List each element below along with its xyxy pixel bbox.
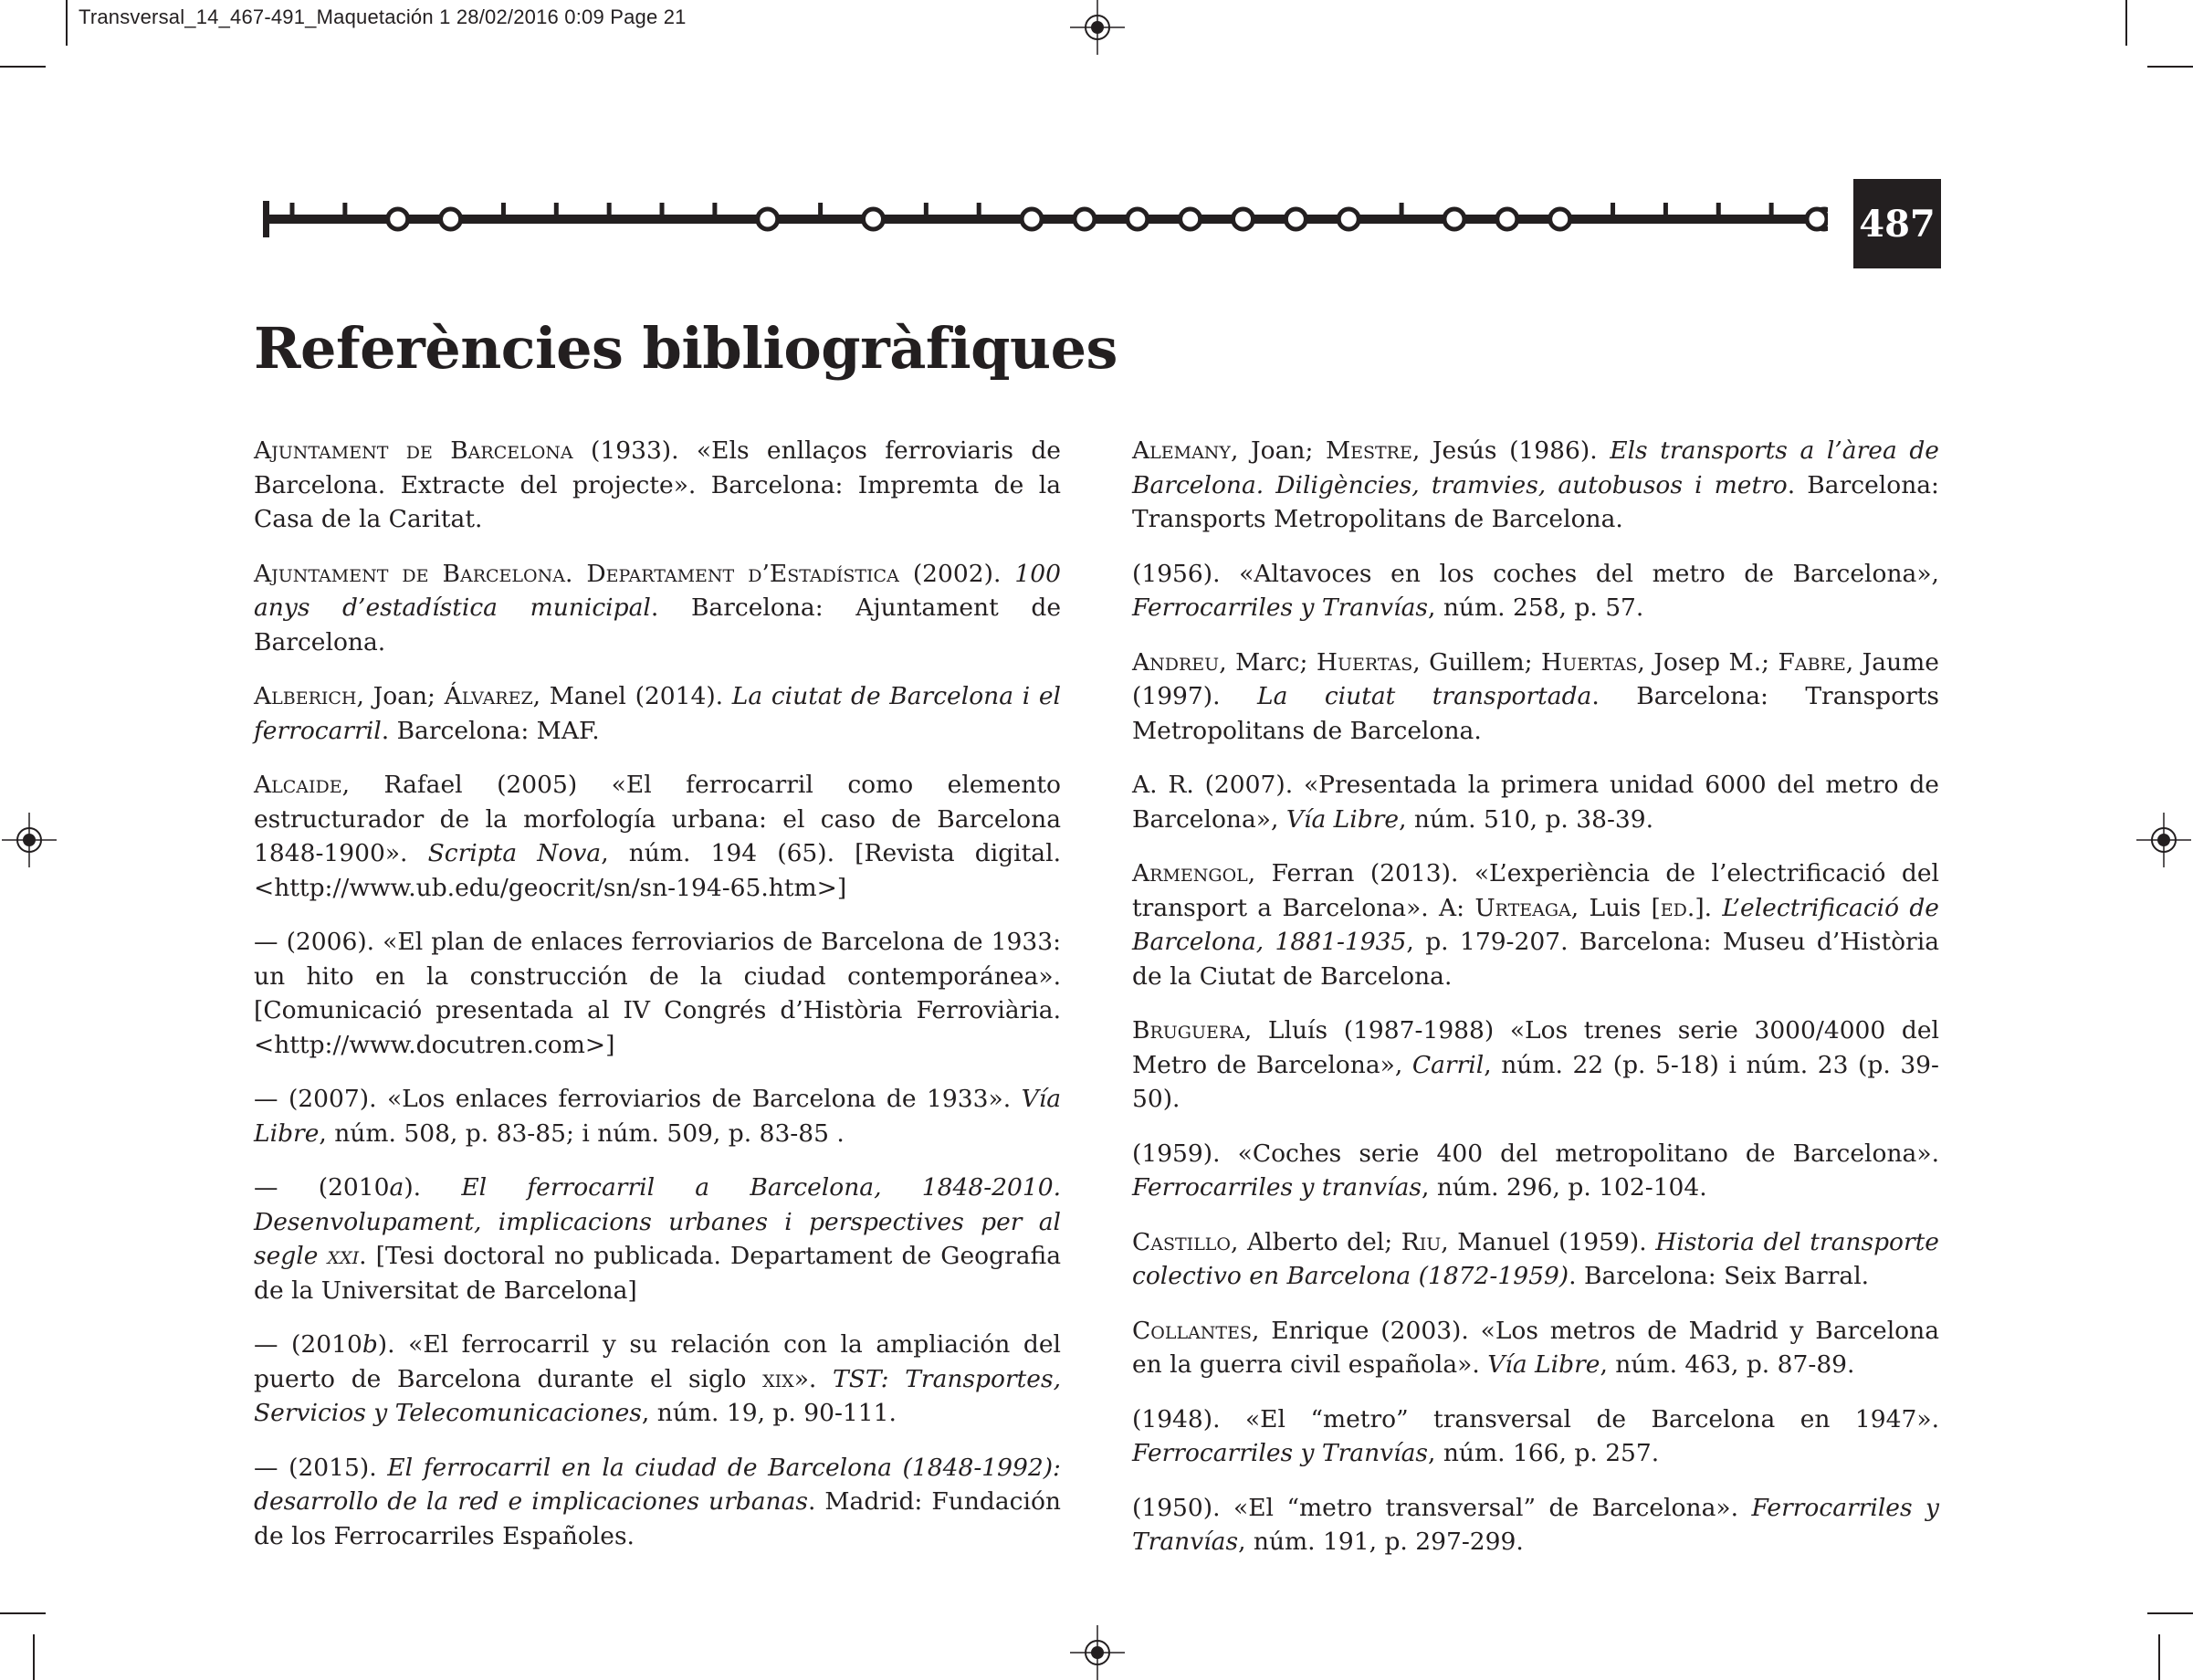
reference-entry [254, 1171, 1061, 1307]
metro-station-icon [1128, 209, 1148, 229]
reference-title: b [362, 1330, 378, 1359]
reference-text: (1950). «El “metro transversal” de Barcelona». [1132, 1493, 1752, 1522]
registration-mark-right-icon [2136, 813, 2191, 867]
reference-title: La ciutat transportada [1257, 682, 1592, 710]
metro-tick [607, 203, 612, 219]
reference-text: , Manel (2014). [532, 682, 732, 710]
metro-tick [712, 203, 717, 219]
page-title: Referències bibliogràfiques [254, 315, 1117, 382]
crop-mark-top-right-v [2125, 0, 2127, 46]
reference-author: Alemany [1132, 436, 1231, 465]
registration-mark-top-icon [1070, 0, 1125, 55]
reference-author: Huertas [1541, 647, 1638, 677]
crop-mark-top-right-h [2147, 66, 2193, 68]
reference-text: , Manuel (1959). [1441, 1227, 1656, 1256]
crop-mark-bottom-left-v [33, 1634, 35, 1680]
reference-title: Vía Libre [254, 1085, 1061, 1148]
reference-text: , Rafael (2005) «El ferrocarril como elemento estructurador de la morfología urbana: el caso de Barcelona 1848-1900». [254, 771, 1061, 867]
registration-mark-bottom-icon [1070, 1625, 1125, 1680]
registration-mark-left-icon [2, 813, 57, 867]
metro-tick [501, 203, 506, 219]
reference-author: Ajuntament de Barcelona [254, 436, 573, 465]
reference-text: , núm. 296, p. 102-104. [1421, 1173, 1707, 1202]
reference-text: , Joan; [356, 682, 445, 710]
page-number: 487 [1853, 179, 1941, 268]
reference-text: (1948). «El “metro” transversal de Barcelona en 1947». [1132, 1404, 1939, 1433]
reference-entry [254, 768, 1061, 905]
reference-author: Ajuntament de Barcelona. Departament d’Estadística [254, 559, 899, 588]
reference-text: — (2010 [254, 1330, 362, 1359]
reference-text: — (2015). [254, 1453, 388, 1482]
reference-text: (1933). «Els enllaços ferroviaris de Barcelona. Extracte del projecte». Barcelona: Impremta de la Casa de la Caritat. [254, 436, 1061, 533]
metro-tick [290, 203, 295, 219]
reference-entry [1132, 434, 1939, 537]
metro-terminal-station-icon [1807, 209, 1827, 229]
reference-text: — (2007). «Los enlaces ferroviarios de Barcelona de 1933». [254, 1085, 1022, 1113]
crop-mark-bottom-left-h [0, 1612, 46, 1614]
reference-text: , Jesús (1986). [1411, 436, 1611, 465]
reference-text: . Barcelona: MAF. [381, 716, 600, 745]
metro-station-icon [441, 209, 461, 229]
metro-tick [1400, 203, 1404, 219]
reference-text: . [Tesi doctoral no publicada. Departament de Geografia de la Universitat de Barcelona] [254, 1242, 1061, 1305]
reference-author: xix [762, 1364, 794, 1393]
reference-text: , núm. 508, p. 83-85; i núm. 509, p. 83-85 . [319, 1118, 845, 1148]
metro-tick [1611, 203, 1615, 219]
reference-text: , núm. 22 (p. 5-18) i núm. 23 (p. 39-50). [1132, 1050, 1939, 1113]
reference-text: — (2010 [254, 1173, 390, 1202]
metro-station-icon [1180, 209, 1201, 229]
reference-entry [1132, 646, 1939, 749]
reference-text: ]. [1695, 893, 1723, 922]
reference-entry [254, 434, 1061, 537]
reference-author: Riu [1401, 1227, 1442, 1256]
metro-tick [1663, 203, 1668, 219]
reference-text: (2002). [898, 559, 1015, 588]
reference-text: , núm. 258, p. 57. [1428, 593, 1644, 622]
metro-line-decoration [256, 188, 1828, 250]
crop-mark-top-left-h [0, 66, 46, 68]
reference-title: Scripta Nova [427, 839, 602, 867]
reference-text: — (2006). «El plan de enlaces ferroviarios de Barcelona de 1933: un hito en la construcción de la ciudad contemporánea». [Comunicació presentada al IV Congrés d’Història Ferroviària. <http://www.docutren.com>] [254, 928, 1061, 1059]
reference-title: El ferrocarril en la ciudad de Barcelona (1848-1992): desarrollo de la red e implicaciones urbanas [254, 1453, 1061, 1516]
reference-entry [254, 679, 1061, 748]
reference-text: , núm. 463, p. 87-89. [1600, 1350, 1855, 1379]
crop-mark-bottom-right-v [2158, 1634, 2160, 1680]
reference-title: Historia del transporte colectivo en Barcelona (1872-1959) [1132, 1227, 1939, 1290]
metro-station-icon [1233, 209, 1254, 229]
reference-text: , Luis [ [1570, 893, 1661, 922]
metro-tick [1769, 203, 1774, 219]
reference-text: . Barcelona: Transports Metropolitans de Barcelona. [1132, 470, 1939, 533]
reference-entry [254, 1451, 1061, 1554]
print-slug: Transversal_14_467-491_Maquetación 1 28/02/2016 0:09 Page 21 [79, 5, 687, 28]
metro-tick [1716, 203, 1721, 219]
metro-station-icon [1550, 209, 1570, 229]
reference-entry [254, 925, 1061, 1062]
metro-station-icon [388, 209, 408, 229]
reference-text: , núm. 166, p. 257. [1428, 1439, 1660, 1467]
metro-station-icon [1022, 209, 1042, 229]
reference-author: Bruguera [1132, 1016, 1244, 1045]
reference-text: , Alberto del; [1231, 1227, 1401, 1256]
reference-title: Vía Libre [1285, 804, 1400, 834]
metro-tick [818, 203, 823, 219]
reference-entry [1132, 1225, 1939, 1294]
reference-entry [254, 1082, 1061, 1150]
reference-text: , Enrique (2003). «Los metros de Madrid y Barcelona en la guerra civil española». [1132, 1316, 1939, 1379]
reference-text: , Lluís (1987-1988) «Los trenes serie 3000/4000 del Metro de Barcelona», [1132, 1016, 1939, 1079]
metro-station-icon [758, 209, 778, 229]
reference-text: ). «El ferrocarril y su relación con la ampliación del puerto de Barcelona durante el siglo [254, 1330, 1062, 1393]
reference-text: (1959). «Coches serie 400 del metropolitano de Barcelona». [1132, 1139, 1939, 1168]
reference-text: . Madrid: Fundación de los Ferrocarriles Españoles. [254, 1487, 1061, 1550]
reference-text: , Joan; [1230, 436, 1326, 465]
metro-tick [977, 203, 981, 219]
reference-title: L’electrificació de Barcelona, 1881-1935 [1132, 893, 1939, 956]
reference-text: ). [404, 1173, 462, 1202]
reference-title: Ferrocarriles y Tranvías [1132, 593, 1428, 622]
reference-text: . Barcelona: Seix Barral. [1569, 1262, 1870, 1290]
reference-text: , Josep M.; [1637, 647, 1779, 677]
reference-title: Ferrocarriles y tranvías [1132, 1173, 1422, 1202]
reference-text: , núm. 19, p. 90-111. [641, 1399, 897, 1427]
reference-entry [1132, 1402, 1939, 1471]
reference-author: xxi [327, 1242, 360, 1270]
reference-text: ». [793, 1364, 834, 1393]
crop-mark-bottom-right-h [2147, 1612, 2193, 1614]
reference-title: Vía Libre [1487, 1350, 1600, 1379]
reference-entry [1132, 856, 1939, 993]
reference-entry [1132, 1013, 1939, 1117]
reference-entry [1132, 1491, 1939, 1559]
metro-station-icon [1338, 209, 1359, 229]
metro-station-icon [1497, 209, 1517, 229]
reference-author: Fabre [1778, 647, 1846, 677]
reference-author: Mestre [1325, 436, 1412, 465]
metro-tick [554, 203, 559, 219]
reference-title: El ferrocarril a Barcelona, 1848-2010. Desenvolupament, implicacions urbanes i perspectives per al segle [254, 1173, 1062, 1270]
reference-author: Alberich [254, 682, 357, 710]
reference-text: (1956). «Altavoces en los coches del metro de Barcelona», [1132, 559, 1939, 588]
reference-text: , núm. 510, p. 38-39. [1399, 804, 1654, 834]
references-right-column [1132, 434, 1939, 1580]
reference-text: , Ferran (2013). «L’experiència de l’electrificació del transport a Barcelona». A: [1132, 859, 1939, 922]
reference-title: Ferrocarriles y Tranvías [1132, 1493, 1939, 1556]
reference-text: . Barcelona: Ajuntament de Barcelona. [254, 593, 1061, 656]
reference-author: Álvarez [444, 682, 533, 710]
reference-entry [1132, 1137, 1939, 1205]
reference-text: , Guillem; [1412, 647, 1542, 677]
reference-title: Els transports a l’àrea de Barcelona. Diligències, tramvies, autobusos i metro [1132, 436, 1939, 499]
reference-text: , núm. 194 (65). [Revista digital. <http://www.ub.edu/geocrit/sn/sn-194-65.htm>] [254, 839, 1061, 902]
metro-station-icon [1285, 209, 1306, 229]
reference-title: Ferrocarriles y Tranvías [1132, 1439, 1428, 1467]
reference-author: Huertas [1316, 647, 1413, 677]
references-left-column [254, 434, 1061, 1573]
reference-title: 100 anys d’estadística municipal [254, 559, 1062, 622]
reference-author: Armengol [1132, 859, 1248, 887]
metro-tick [924, 203, 929, 219]
metro-station-icon [1075, 209, 1095, 229]
reference-title: a [389, 1173, 404, 1202]
reference-entry [254, 557, 1061, 660]
metro-tick [342, 203, 347, 219]
reference-author: Collantes [1132, 1316, 1252, 1345]
reference-title: TST: Transportes, Servicios y Telecomunicaciones [254, 1364, 1061, 1427]
reference-text: A. R. (2007). «Presentada la primera unidad 6000 del metro de Barcelona», [1132, 771, 1939, 834]
crop-mark-top-left-v [66, 0, 68, 46]
reference-text: , núm. 191, p. 297-299. [1238, 1528, 1524, 1556]
metro-tick [660, 203, 665, 219]
reference-text: . Barcelona: Transports Metropolitans de Barcelona. [1132, 682, 1940, 745]
reference-author: Urteaga [1474, 893, 1571, 922]
reference-author: ed. [1660, 893, 1695, 922]
metro-station-icon [863, 209, 883, 229]
reference-entry [1132, 1314, 1939, 1382]
reference-title: La ciutat de Barcelona i el ferrocarril [254, 682, 1061, 745]
reference-author: Castillo [1132, 1227, 1232, 1256]
reference-entry [1132, 768, 1939, 836]
reference-text: , p. 179-207. Barcelona: Museu d’Història de la Ciutat de Barcelona. [1132, 928, 1939, 991]
reference-entry [1132, 557, 1939, 625]
metro-station-icon [1444, 209, 1464, 229]
reference-title: Carril [1411, 1050, 1485, 1079]
reference-text: , Marc; [1219, 647, 1317, 677]
reference-entry [254, 1328, 1061, 1431]
reference-author: Andreu [1132, 647, 1220, 677]
reference-text: , Jaume (1997). [1132, 647, 1939, 710]
reference-author: Alcaide [254, 771, 342, 799]
